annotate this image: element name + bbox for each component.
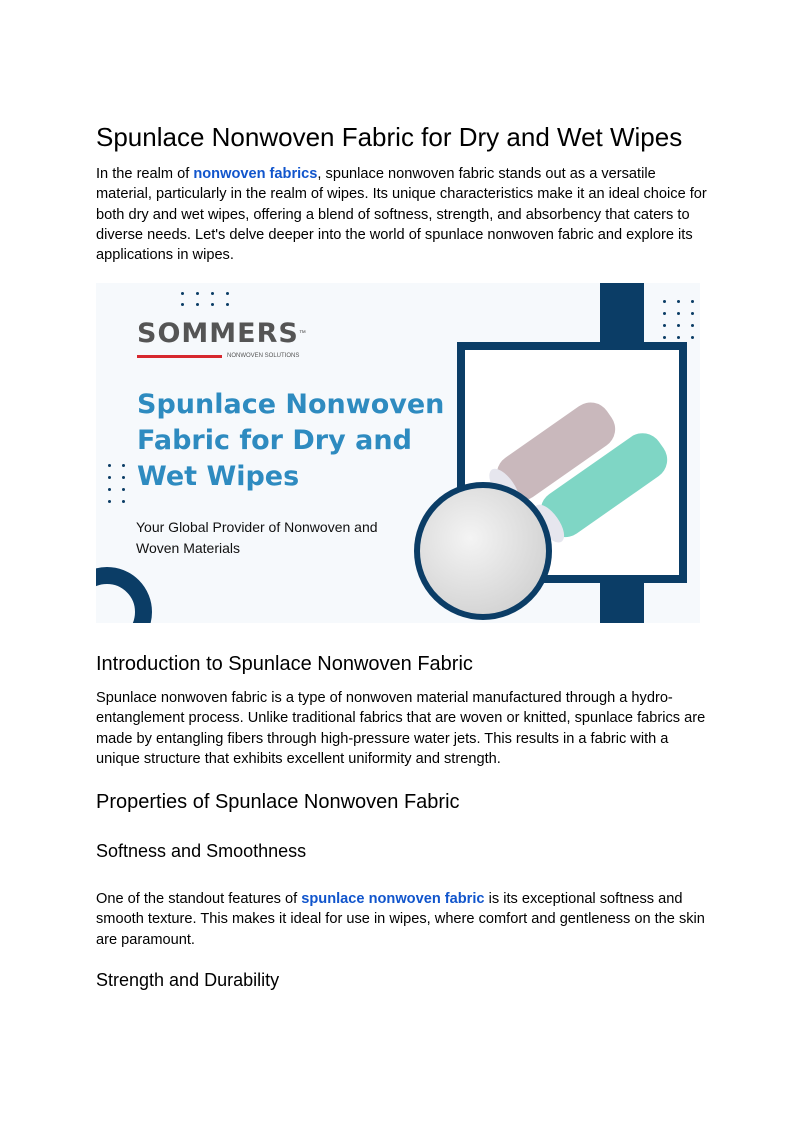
dots-decoration (663, 300, 700, 339)
intro-paragraph (96, 164, 708, 265)
banner-title-line: Spunlace Nonwoven (137, 389, 445, 420)
text: In the realm of (96, 166, 194, 182)
logo-underline (137, 355, 222, 358)
dots-decoration (108, 464, 136, 503)
banner-subtitle (136, 517, 378, 559)
dots-decoration (181, 292, 241, 306)
logo-tm: ™ (298, 330, 306, 337)
banner-image (96, 283, 700, 623)
banner-subtitle-line: Your Global Provider of Nonwoven and (136, 519, 378, 535)
paragraph: Spunlace nonwoven fabric is a type of nonwoven material manufactured through a hydro-entanglement process. Unlike traditional fabrics that are woven or knitted, spunlace fabrics are made by entangling fibers through high-pressure water jets. This results in a fabric with a unique structure that exhibits excellent uniformity and strength. (96, 690, 706, 767)
fabric-closeup-circle (414, 482, 552, 620)
ring-decoration (96, 567, 152, 623)
subsection-heading: Strength and Durability (96, 970, 280, 990)
section-heading: Properties of Spunlace Nonwoven Fabric (96, 791, 460, 813)
banner-title (137, 387, 444, 495)
banner-subtitle-line: Woven Materials (136, 540, 241, 556)
banner-title-line: Wet Wipes (137, 461, 300, 492)
text: is its exceptional softness and smooth texture. This makes it ideal for use in wipes, where comfort and gentleness on the skin are paramount. (96, 891, 705, 948)
logo-subtitle: NONWOVEN SOLUTIONS (227, 353, 300, 359)
section-heading: Introduction to Spunlace Nonwoven Fabric (96, 653, 473, 675)
paragraph (96, 889, 708, 950)
logo-text: SOMMERS (137, 318, 299, 349)
text: , spunlace nonwoven fabric stands out as a versatile material, particularly in the realm of wipes. Its unique characteristics make it an ideal choice for both dry and wet wipes, offering a blend of softness, strength, and absorbency that caters to diverse needs. Let's delve deeper into the world of spunlace nonwoven fabric and explore its applications in wipes. (96, 166, 707, 264)
sommers-logo (137, 319, 377, 365)
banner-title-line: Fabric for Dry and (137, 425, 412, 456)
spunlace-link[interactable]: spunlace nonwoven fabric (301, 891, 485, 907)
text: One of the standout features of (96, 891, 302, 907)
nonwoven-fabrics-link[interactable]: nonwoven fabrics (193, 166, 318, 182)
subsection-heading: Softness and Smoothness (96, 841, 307, 861)
page-title: Spunlace Nonwoven Fabric for Dry and Wet Wipes (96, 122, 683, 152)
